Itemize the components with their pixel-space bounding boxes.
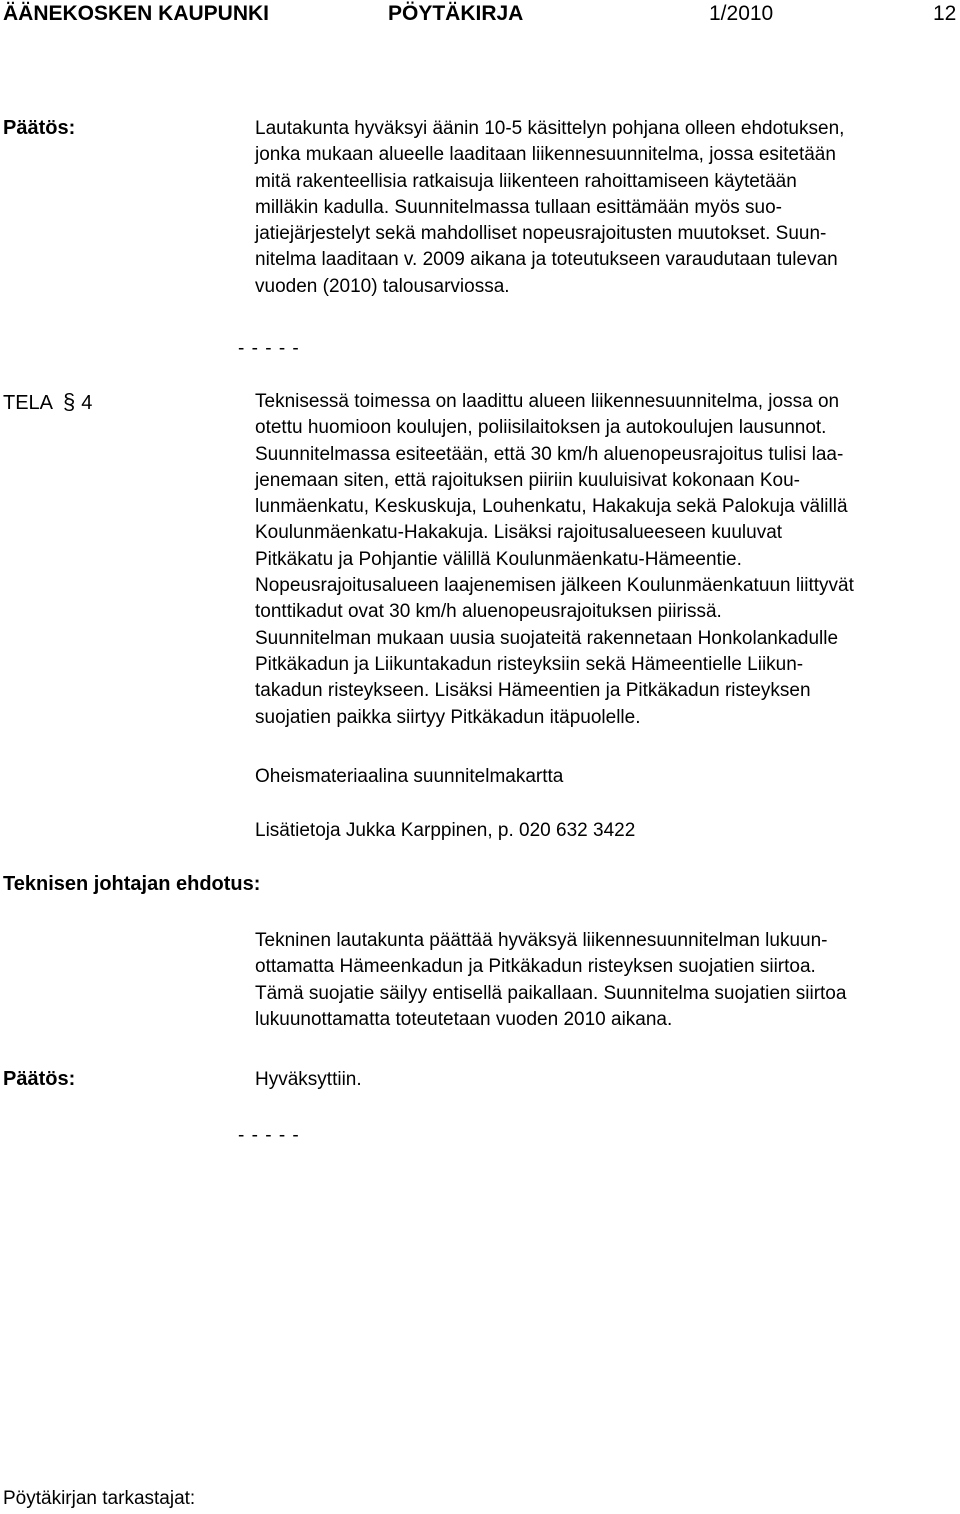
text-line: mitä rakenteellisia ratkaisuja liikenteen rahoittamiseen käytetään [255, 170, 797, 192]
footer-label: Pöytäkirjan tarkastajat: [3, 1488, 196, 1509]
decision-text [255, 116, 955, 300]
proposal-text [255, 928, 955, 1033]
text-line: Koulunmäenkatu-Hakakuja. Lisäksi rajoitusalueeseen kuuluvat [255, 522, 783, 544]
text-line: jenemaan siten, että rajoituksen piiriin kuuluisivat kokonaan Kou- [255, 469, 800, 491]
page-header [0, 0, 960, 28]
document-type: PÖYTÄKIRJA [388, 2, 524, 25]
text-line: Pitkäkadun ja Liikuntakadun risteyksiin sekä Hämeentielle Liikun- [255, 653, 804, 675]
decision2-value: Hyväksyttiin. [255, 1069, 362, 1090]
text-line: ottamatta Hämeenkadun ja Pitkäkadun risteyksen suojatien siirtoa. [255, 956, 816, 978]
separator: - - - - - [238, 338, 300, 359]
text-line: Suunnitelman mukaan uusia suojateitä rakennetaan Honkolankadulle [255, 627, 839, 649]
text-line: takadun risteykseen. Lisäksi Hämeentien ja Pitkäkadun risteyksen [255, 680, 811, 702]
text-line: Pitkäkatu ja Pohjantie välillä Koulunmäenkatu-Hämeentie. [255, 548, 742, 570]
text-line: milläkin kadulla. Suunnitelmassa tullaan esittämään myös suo- [255, 196, 782, 218]
item-prefix: TELA [3, 392, 54, 414]
attachment-text: Oheismateriaalina suunnitelmakartta [255, 766, 564, 787]
text-line: lunmäenkatu, Keskuskuja, Louhenkatu, Hakakuja sekä Palokuja välillä [255, 496, 848, 518]
proposal-label: Teknisen johtajan ehdotus: [3, 873, 261, 895]
text-line: tonttikadut ovat 30 km/h aluenopeusrajoituksen piirissä. [255, 601, 722, 623]
separator-2: - - - - - [238, 1125, 300, 1146]
text-line: Suunnitelmassa esiteetään, että 30 km/h aluenopeusrajoitus tulisi laa- [255, 443, 844, 465]
contact-text: Lisätietoja Jukka Karppinen, p. 020 632 3422 [255, 820, 636, 841]
decision-label: Päätös: [3, 117, 76, 139]
organization-name: ÄÄNEKOSKEN KAUPUNKI [3, 2, 270, 25]
attachment-note [255, 764, 955, 790]
text-line: lukuunottamatta toteutetaan vuoden 2010 aikana. [255, 1008, 673, 1030]
text-line: Teknisessä toimessa on laadittu alueen liikennesuunnitelma, jossa on [255, 391, 840, 412]
text-line: vuoden (2010) talousarviossa. [255, 275, 510, 297]
item-number: 4 [81, 392, 93, 414]
text-line: jatiejärjestelyt sekä mahdolliset nopeusrajoitusten muutokset. Suun- [255, 223, 827, 245]
decision2-label: Päätös: [3, 1068, 76, 1090]
section-sign: § [63, 389, 76, 414]
text-line: Tämä suojatie säilyy entisellä paikallaan. Suunnitelma suojatien siirtoa [255, 982, 847, 1004]
text-line: Tekninen lautakunta päättää hyväksyä liikennesuunnitelman lukuun- [255, 930, 828, 951]
meeting-number: 1/2010 [709, 2, 774, 25]
text-line: jonka mukaan alueelle laaditaan liikennesuunnitelma, jossa esitetään [255, 144, 836, 166]
contact-note [255, 818, 955, 844]
text-line: suojatien paikka siirtyy Pitkäkadun itäpuolelle. [255, 706, 641, 728]
text-line: Lautakunta hyväksyi äänin 10-5 käsittelyn pohjana olleen ehdotuksen, [255, 118, 845, 139]
page-number: 12 [933, 2, 957, 25]
item-body [255, 389, 955, 731]
text-line: otettu huomioon koulujen, poliisilaitoksen ja autokoulujen lausunnot. [255, 417, 827, 439]
decision2-text [255, 1067, 955, 1093]
item-heading [3, 389, 92, 415]
text-line: Nopeusrajoitusalueen laajenemisen jälkeen Koulunmäenkatuun liittyvät [255, 575, 854, 597]
text-line: nitelma laaditaan v. 2009 aikana ja toteutukseen varaudutaan tulevan [255, 249, 838, 271]
